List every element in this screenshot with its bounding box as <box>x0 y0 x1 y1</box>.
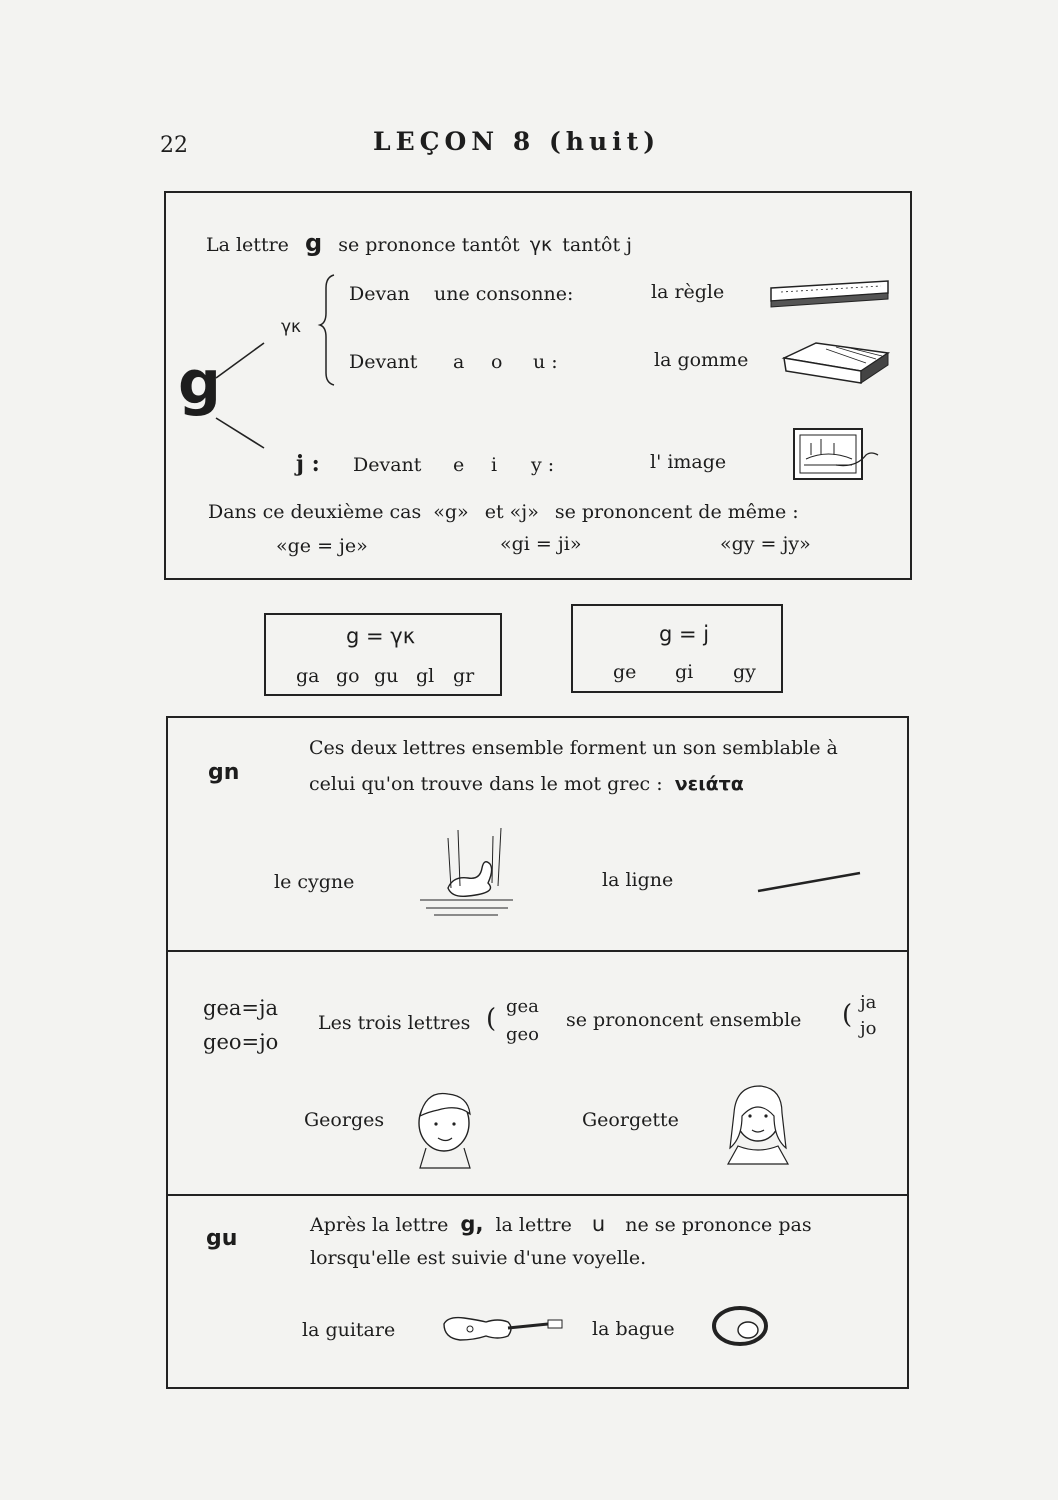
gu-line2: lorsqu'elle est suivie d'une voyelle. <box>310 1247 647 1269</box>
gu-u: u <box>591 1212 606 1236</box>
mini-box-hard-g <box>264 613 502 696</box>
big-letter-g: g <box>178 348 221 418</box>
rule-box-g <box>164 191 912 580</box>
gu-line1 <box>310 1212 812 1236</box>
gn-line1: Ces deux lettres ensemble forment un son semblable à <box>309 737 838 759</box>
lesson-title: LEÇON 8 (huit) <box>373 127 661 156</box>
note-et: et <box>484 501 504 523</box>
gea-start: Les trois lettres <box>318 1012 471 1034</box>
gu-g: g, <box>460 1212 484 1236</box>
mini-left-gl: gl <box>416 665 435 687</box>
equation-ge-je: «ge = je» <box>276 535 368 557</box>
mini-left-go: go <box>336 665 360 687</box>
row-aou-label: Devant <box>349 351 418 373</box>
vowel-u: u : <box>533 351 558 373</box>
divider-2 <box>168 1194 907 1196</box>
mini-left-ga: ga <box>296 665 320 687</box>
gu-end: ne se prononce pas <box>625 1214 812 1236</box>
gu-middle: la lettre <box>495 1214 572 1236</box>
mini-right-gi: gi <box>675 661 694 683</box>
row-consonne-rest: une consonne: <box>434 283 574 305</box>
rule-line <box>206 229 632 257</box>
example-cygne: le cygne <box>274 871 355 893</box>
vowel-y: y : <box>531 454 555 476</box>
mini-right-gy: gy <box>733 661 756 683</box>
example-guitare: la guitare <box>302 1319 396 1341</box>
mini-box-soft-g <box>571 604 783 693</box>
gn-label: gn <box>208 760 240 785</box>
mini-right-ge: ge <box>613 661 637 683</box>
note-start: Dans ce deuxième cas <box>208 501 422 523</box>
gu-label: gu <box>206 1226 238 1251</box>
brace-left-2: ( <box>842 1000 853 1030</box>
vowel-e: e <box>453 454 465 476</box>
example-ligne: la ligne <box>602 869 674 891</box>
gu-start: Après la lettre <box>310 1214 449 1236</box>
picture-illustration <box>166 193 176 203</box>
geo-eq: geo=jo <box>203 1030 279 1054</box>
note-g: «g» <box>433 501 469 523</box>
brace-left-1: ( <box>486 1004 497 1034</box>
example-gomme: la gomme <box>654 349 749 371</box>
gn-line2-start: celui qu'on trouve dans le mot grec : <box>309 773 663 795</box>
divider-1 <box>168 950 907 952</box>
vowel-i: i <box>491 454 498 476</box>
letter-g: g <box>304 229 323 257</box>
rule-middle: se prononce tantôt <box>338 234 520 256</box>
mini-left-heading: g = γκ <box>346 624 416 648</box>
gn-line2 <box>309 773 744 795</box>
equation-gy-jy: «gy = jy» <box>720 533 811 555</box>
pair2-top: ja <box>860 992 877 1013</box>
page-number: 22 <box>160 133 188 158</box>
gea-middle: se prononcent ensemble <box>566 1009 802 1031</box>
note-j: «j» <box>509 501 539 523</box>
note-end: se prononcent de même : <box>554 501 799 523</box>
mini-right-heading: g = j <box>659 622 710 646</box>
mini-left-gu: gu <box>374 665 399 687</box>
example-regle: la règle <box>651 281 725 303</box>
rule-conj: tantôt <box>562 234 621 256</box>
mini-left-gr: gr <box>453 665 475 687</box>
equation-gi-ji: «gi = ji» <box>500 533 582 555</box>
example-bague: la bague <box>592 1318 675 1340</box>
sound-j: j <box>626 234 633 256</box>
combinations-box <box>166 716 909 1389</box>
note-line <box>208 501 799 523</box>
row-consonne-label: Devan <box>349 283 410 305</box>
pair1-top: gea <box>506 996 539 1017</box>
name-georgette: Georgette <box>582 1109 679 1131</box>
greek-word: νειάτα <box>674 773 744 795</box>
pair2-bottom: jo <box>860 1018 877 1039</box>
rule-prefix: La lettre <box>206 234 289 256</box>
letter-j-label: j : <box>296 451 320 477</box>
gea-eq: gea=ja <box>203 996 279 1020</box>
ring-illustration <box>168 718 178 728</box>
pair1-bottom: geo <box>506 1024 540 1045</box>
vowel-a: a <box>453 351 465 373</box>
row-eiy-label: Devant <box>353 454 422 476</box>
example-image: l' image <box>650 451 727 473</box>
branch-gk-label: γκ <box>281 317 302 337</box>
name-georges: Georges <box>304 1109 385 1131</box>
sound-gk: γκ <box>529 234 553 256</box>
vowel-o: o <box>491 351 503 373</box>
